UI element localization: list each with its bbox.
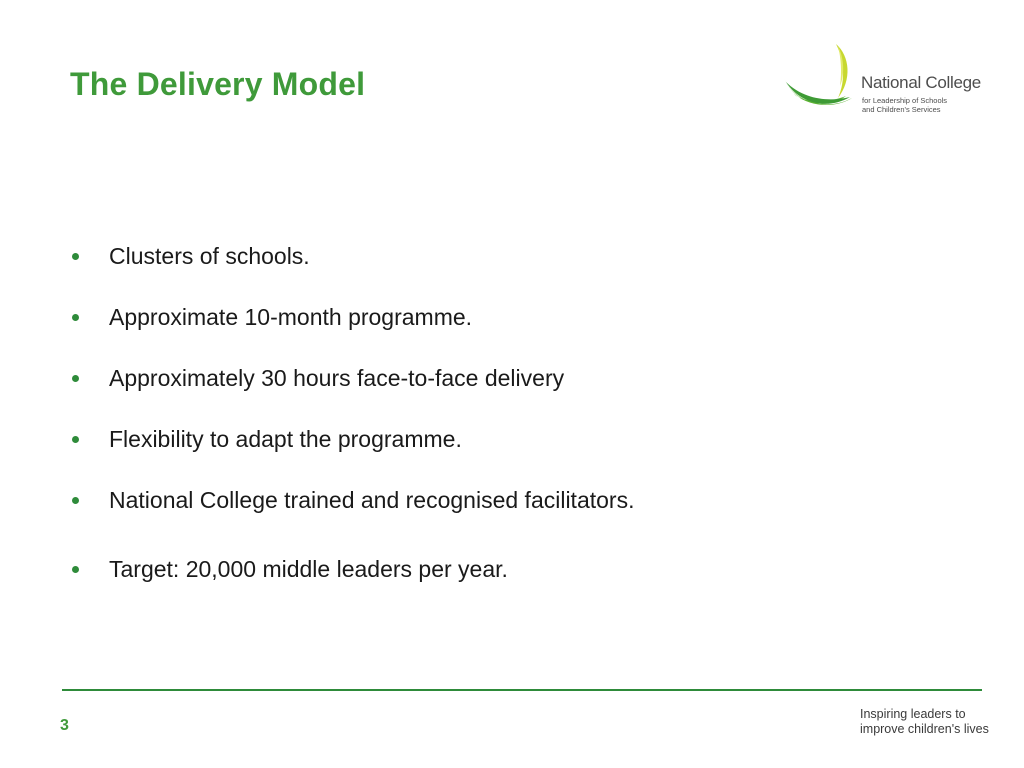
tagline-line-2: improve children's lives	[860, 722, 989, 736]
bullet-dot-icon	[72, 436, 79, 443]
bullet-text: Approximate 10-month programme.	[109, 304, 473, 330]
bullet-list	[70, 238, 634, 612]
bullet-dot-icon	[72, 314, 79, 321]
bullet-text: Approximately 30 hours face-to-face delivery	[109, 365, 565, 391]
bullet-item	[70, 482, 634, 543]
bullet-item	[70, 421, 634, 482]
bullet-item	[70, 299, 634, 360]
bullet-dot-icon	[72, 566, 79, 573]
slide-title: The Delivery Model	[70, 66, 366, 102]
tagline-line-1: Inspiring leaders to	[860, 707, 966, 721]
bullet-text: Flexibility to adapt the programme.	[109, 426, 462, 452]
logo-subtitle-line-2: and Children's Services	[862, 105, 941, 114]
logo-subtitle	[862, 96, 947, 114]
footer-tagline	[860, 707, 989, 737]
bullet-text: Clusters of schools.	[109, 243, 310, 269]
bullet-text: Target: 20,000 middle leaders per year.	[109, 556, 508, 582]
national-college-logo	[780, 40, 995, 115]
bullet-dot-icon	[72, 253, 79, 260]
bullet-dot-icon	[72, 497, 79, 504]
bullet-item	[70, 360, 634, 421]
logo-subtitle-line-1: for Leadership of Schools	[862, 96, 948, 105]
logo-name: National College	[861, 73, 981, 92]
bullet-item	[70, 238, 634, 299]
bullet-text: National College trained and recognised facilitators.	[109, 487, 635, 513]
bullet-item	[70, 551, 634, 612]
footer-divider	[62, 689, 982, 691]
bullet-dot-icon	[72, 375, 79, 382]
page-number: 3	[60, 717, 69, 734]
swoosh-logo-icon	[780, 40, 860, 115]
